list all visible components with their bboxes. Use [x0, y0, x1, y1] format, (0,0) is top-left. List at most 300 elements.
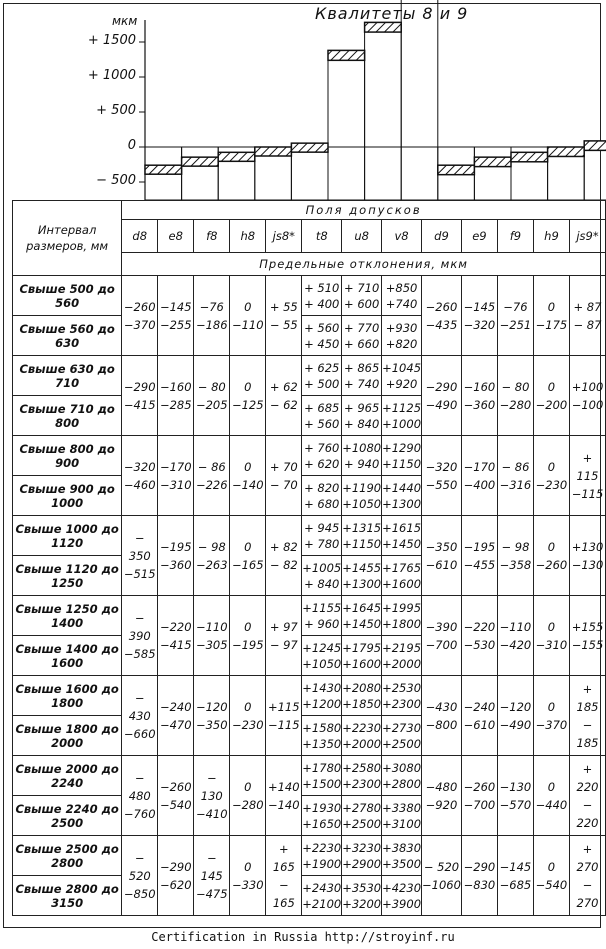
cell-h9	[533, 276, 569, 356]
y-tick: + 1500	[87, 33, 136, 48]
deviation-lower: + 940	[344, 456, 380, 471]
column-header-f9: f9	[497, 220, 533, 253]
deviation-upper: −130	[499, 779, 532, 794]
column-header-e9: e9	[461, 220, 497, 253]
size-interval: Свыше 2800 до 3150	[13, 876, 122, 916]
deviation-lower: −140	[231, 477, 264, 492]
size-interval: Свыше 1120 до 1250	[13, 556, 122, 596]
deviation-upper: +3830	[382, 840, 422, 855]
chart-column-e9	[474, 147, 511, 200]
cell-v8	[382, 316, 422, 356]
deviation-lower: − 70	[269, 477, 298, 492]
deviation-upper: − 130	[200, 770, 223, 803]
cell-f9	[497, 276, 533, 356]
cell-e9	[461, 436, 497, 516]
cell-u8	[342, 516, 382, 556]
deviation-lower: +1300	[382, 496, 422, 511]
deviation-upper: +2230	[342, 720, 382, 735]
deviation-upper: −290	[425, 379, 458, 394]
deviation-lower: + 780	[304, 536, 340, 551]
deviation-upper: +4230	[382, 880, 422, 895]
deviation-upper: −76	[199, 299, 224, 314]
deviation-lower: + 740	[344, 376, 380, 391]
cell-t8	[302, 396, 342, 436]
deviation-upper: −480	[425, 779, 458, 794]
tolerance-band-f9	[511, 152, 548, 161]
deviation-upper: +1440	[382, 480, 422, 495]
deviation-lower: −370	[123, 317, 156, 332]
column-header-d8: d8	[122, 220, 158, 253]
deviation-upper: +3230	[342, 840, 382, 855]
deviation-lower: −420	[499, 637, 532, 652]
deviation-lower: +2100	[302, 896, 342, 911]
cell-u8	[342, 756, 382, 796]
deviation-upper: +1430	[302, 680, 342, 695]
deviation-upper: − 86	[197, 459, 226, 474]
cell-v8	[382, 516, 422, 556]
deviation-upper: −110	[499, 619, 532, 634]
cell-f9	[497, 676, 533, 756]
deviation-lower: +2000	[342, 736, 382, 751]
cell-js9*	[569, 436, 605, 516]
size-interval: Свыше 1600 до 1800	[13, 676, 122, 716]
deviation-upper: −145	[159, 299, 192, 314]
table-row	[13, 276, 606, 316]
deviation-upper: + 685	[304, 400, 340, 415]
cell-v8	[382, 716, 422, 756]
deviation-upper: −220	[463, 619, 496, 634]
cell-e9	[461, 356, 497, 436]
deviation-upper: 0	[244, 539, 252, 554]
chart-column-e8	[182, 147, 219, 200]
deviation-lower: −685	[499, 877, 532, 892]
deviation-upper: +115	[267, 699, 300, 714]
cell-d9	[422, 516, 462, 596]
cell-t8	[302, 276, 342, 316]
deviation-lower: +2300	[382, 696, 422, 711]
size-interval: Свыше 800 до 900	[13, 436, 122, 476]
deviation-upper: +2730	[382, 720, 422, 735]
deviation-lower: + 680	[304, 496, 340, 511]
cell-e9	[461, 836, 497, 916]
deviation-lower: + 450	[304, 336, 340, 351]
deviation-upper: −240	[463, 699, 496, 714]
deviation-lower: −515	[123, 566, 156, 581]
deviation-lower: +1200	[302, 696, 342, 711]
cell-js9*	[569, 836, 605, 916]
deviation-lower: −251	[499, 317, 532, 332]
deviation-upper: 0	[547, 779, 556, 794]
cell-js9*	[569, 516, 605, 596]
limits-header: Предельные отклонения, мкм	[122, 253, 606, 276]
deviation-upper: + 510	[304, 280, 340, 295]
cell-js8*	[266, 836, 302, 916]
cell-u8	[342, 876, 382, 916]
deviation-upper: + 87	[573, 299, 602, 314]
cell-js8*	[266, 436, 302, 516]
deviation-lower: −460	[123, 477, 156, 492]
cell-f8	[194, 516, 230, 596]
deviation-lower: + 840	[304, 576, 340, 591]
deviation-upper: +3530	[342, 880, 382, 895]
deviation-lower: −280	[499, 397, 532, 412]
cell-js8*	[266, 516, 302, 596]
cell-v8	[382, 836, 422, 876]
cell-u8	[342, 596, 382, 636]
deviation-upper: +1930	[302, 800, 342, 815]
tolerance-band-h9	[548, 147, 585, 156]
cell-h8	[230, 836, 266, 916]
deviation-lower: −330	[231, 877, 264, 892]
deviation-lower: +2000	[382, 656, 422, 671]
tolerance-band-u8	[365, 22, 402, 32]
deviation-lower: +1800	[382, 616, 422, 631]
column-header-t8: t8	[302, 220, 342, 253]
size-interval: Свыше 710 до 800	[13, 396, 122, 436]
cell-h8	[230, 436, 266, 516]
cell-js9*	[569, 276, 605, 356]
size-interval: Свыше 1250 до 1400	[13, 596, 122, 636]
deviation-lower: − 62	[269, 397, 298, 412]
deviation-lower: −310	[159, 477, 192, 492]
deviation-upper: +2780	[342, 800, 382, 815]
deviation-lower: −305	[195, 637, 228, 652]
cell-v8	[382, 436, 422, 476]
deviation-upper: +1005	[302, 560, 342, 575]
cell-f8	[194, 756, 230, 836]
deviation-lower: +1450	[342, 616, 382, 631]
table-row	[13, 436, 606, 476]
deviation-lower: +1000	[382, 416, 422, 431]
deviation-lower: −175	[535, 317, 568, 332]
deviation-upper: −195	[463, 539, 496, 554]
size-interval: Свыше 2240 до 2500	[13, 796, 122, 836]
cell-v8	[382, 396, 422, 436]
deviation-lower: −310	[535, 637, 568, 652]
deviation-upper: +1580	[302, 720, 342, 735]
cell-u8	[342, 436, 382, 476]
cell-h8	[230, 756, 266, 836]
tolerance-band-f8	[218, 152, 255, 161]
column-header-v8: v8	[382, 220, 422, 253]
deviation-lower: −400	[463, 477, 496, 492]
tolerance-band-e9	[474, 157, 511, 166]
deviation-lower: +1050	[302, 656, 342, 671]
column-header-h9: h9	[533, 220, 569, 253]
deviation-upper: 0	[244, 699, 252, 714]
deviation-upper: +930	[385, 320, 418, 335]
table-row	[13, 676, 606, 716]
deviation-lower: −110	[231, 317, 264, 332]
deviation-lower: −260	[535, 557, 568, 572]
table-row	[13, 356, 606, 396]
cell-v8	[382, 356, 422, 396]
deviation-upper: +155	[571, 619, 604, 634]
cell-t8	[302, 836, 342, 876]
cell-e9	[461, 516, 497, 596]
deviation-lower: −700	[463, 797, 496, 812]
deviation-upper: +1290	[382, 440, 422, 455]
size-interval: Свыше 900 до 1000	[13, 476, 122, 516]
deviation-lower: +740	[385, 296, 418, 311]
y-tick: 0	[127, 138, 136, 153]
deviation-upper: +850	[385, 280, 418, 295]
tolerance-band-e8	[182, 157, 219, 166]
cell-e9	[461, 596, 497, 676]
deviation-upper: −170	[159, 459, 192, 474]
deviation-lower: −320	[463, 317, 496, 332]
deviation-lower: −610	[463, 717, 496, 732]
cell-h9	[533, 356, 569, 436]
deviation-upper: − 98	[501, 539, 530, 554]
deviation-lower: +1500	[302, 776, 342, 791]
y-tick: + 500	[96, 103, 136, 118]
deviation-lower: + 400	[304, 296, 340, 311]
deviation-upper: + 770	[344, 320, 380, 335]
deviation-lower: −280	[231, 797, 264, 812]
deviation-upper: + 560	[304, 320, 340, 335]
cell-t8	[302, 436, 342, 476]
cell-d9	[422, 436, 462, 516]
cell-d9	[422, 756, 462, 836]
deviation-lower: −263	[195, 557, 228, 572]
cell-d8	[122, 436, 158, 516]
deviation-upper: −240	[159, 699, 192, 714]
deviation-upper: − 86	[501, 459, 530, 474]
deviation-lower: −540	[159, 797, 192, 812]
deviation-lower: −620	[159, 877, 192, 892]
deviation-lower: + 500	[304, 376, 340, 391]
chart-column-v8	[401, 0, 438, 200]
deviation-upper: +2230	[302, 840, 342, 855]
cell-f9	[497, 836, 533, 916]
deviation-lower: −125	[231, 397, 264, 412]
deviation-lower: −800	[425, 717, 458, 732]
deviation-lower: − 82	[269, 557, 298, 572]
cell-js8*	[266, 356, 302, 436]
cell-t8	[302, 316, 342, 356]
cell-t8	[302, 716, 342, 756]
deviation-lower: −700	[425, 637, 458, 652]
cell-h8	[230, 356, 266, 436]
deviation-lower: +1050	[342, 496, 382, 511]
deviation-upper: +1995	[382, 600, 422, 615]
cell-t8	[302, 356, 342, 396]
deviation-lower: −660	[123, 726, 156, 741]
deviation-upper: + 820	[304, 480, 340, 495]
deviation-lower: −830	[463, 877, 496, 892]
deviation-upper: +100	[571, 379, 604, 394]
tolerance-band-js9*	[584, 141, 606, 150]
chart-title: Квалитеты 8 и 9	[315, 4, 469, 23]
deviation-upper: +1795	[342, 640, 382, 655]
deviation-upper: 0	[547, 859, 556, 874]
cell-v8	[382, 476, 422, 516]
cell-f9	[497, 516, 533, 596]
column-header-e8: e8	[158, 220, 194, 253]
deviation-upper: −145	[499, 859, 532, 874]
deviation-upper: +1315	[342, 520, 382, 535]
header-row	[13, 201, 606, 220]
deviation-lower: −490	[499, 717, 532, 732]
cell-u8	[342, 276, 382, 316]
deviation-upper: 0	[244, 779, 252, 794]
cell-v8	[382, 636, 422, 676]
deviation-lower: −200	[535, 397, 568, 412]
tolerance-table	[12, 200, 606, 916]
deviation-lower: −610	[425, 557, 458, 572]
cell-t8	[302, 676, 342, 716]
deviation-upper: −260	[159, 779, 192, 794]
cell-t8	[302, 796, 342, 836]
deviation-lower: −195	[231, 637, 264, 652]
cell-u8	[342, 556, 382, 596]
cell-t8	[302, 516, 342, 556]
size-interval: Свыше 1400 до 1600	[13, 636, 122, 676]
cell-h9	[533, 756, 569, 836]
table-row	[13, 596, 606, 636]
deviation-lower: +1150	[382, 456, 422, 471]
deviation-lower: +2900	[342, 856, 382, 871]
deviation-upper: −120	[499, 699, 532, 714]
deviation-lower: −435	[425, 317, 458, 332]
deviation-lower: −115	[267, 717, 300, 732]
deviation-lower: + 660	[344, 336, 380, 351]
deviation-lower: −540	[535, 877, 568, 892]
size-interval: Свыше 560 до 630	[13, 316, 122, 356]
deviation-upper: +2580	[342, 760, 382, 775]
deviation-lower: −470	[159, 717, 192, 732]
cell-d8	[122, 596, 158, 676]
cell-d9	[422, 356, 462, 436]
cell-e8	[158, 516, 194, 596]
deviation-upper: +2530	[382, 680, 422, 695]
deviation-upper: +2430	[302, 880, 342, 895]
deviation-lower: − 220	[576, 797, 599, 830]
tolerance-chart	[0, 0, 606, 200]
deviation-upper: +1155	[302, 600, 342, 615]
cell-js9*	[569, 596, 605, 676]
size-interval: Свыше 500 до 560	[13, 276, 122, 316]
deviation-lower: −165	[231, 557, 264, 572]
cell-d8	[122, 516, 158, 596]
deviation-lower: − 185	[576, 717, 599, 750]
deviation-lower: −530	[463, 637, 496, 652]
deviation-lower: −100	[571, 397, 604, 412]
deviation-upper: 0	[244, 619, 252, 634]
deviation-lower: − 55	[269, 317, 298, 332]
deviation-lower: +1350	[302, 736, 342, 751]
deviation-lower: + 840	[344, 416, 380, 431]
deviation-upper: 0	[244, 859, 252, 874]
deviation-upper: +1245	[302, 640, 342, 655]
deviation-upper: + 965	[344, 400, 380, 415]
deviation-upper: − 80	[197, 379, 226, 394]
deviation-upper: −290	[123, 379, 156, 394]
deviation-lower: −255	[159, 317, 192, 332]
deviation-lower: −350	[195, 717, 228, 732]
deviation-upper: − 80	[501, 379, 530, 394]
deviation-lower: +1850	[342, 696, 382, 711]
cell-v8	[382, 276, 422, 316]
cell-e8	[158, 836, 194, 916]
cell-e8	[158, 356, 194, 436]
deviation-lower: −226	[195, 477, 228, 492]
cell-h9	[533, 596, 569, 676]
cell-h8	[230, 516, 266, 596]
cell-u8	[342, 796, 382, 836]
deviation-lower: −550	[425, 477, 458, 492]
deviation-lower: −475	[195, 886, 228, 901]
deviation-upper: 0	[244, 459, 252, 474]
deviation-upper: +1645	[342, 600, 382, 615]
deviation-upper: +1080	[342, 440, 382, 455]
cell-f9	[497, 756, 533, 836]
deviation-upper: −160	[463, 379, 496, 394]
cell-f9	[497, 436, 533, 516]
cell-v8	[382, 596, 422, 636]
deviation-lower: −410	[195, 806, 228, 821]
deviation-upper: − 98	[197, 539, 226, 554]
cell-v8	[382, 756, 422, 796]
cell-js8*	[266, 596, 302, 676]
deviation-lower: +2500	[382, 736, 422, 751]
size-interval: Свыше 1800 до 2000	[13, 716, 122, 756]
cell-t8	[302, 476, 342, 516]
deviation-lower: +1650	[302, 816, 342, 831]
deviation-upper: + 185	[576, 681, 599, 714]
deviation-upper: −145	[463, 299, 496, 314]
deviation-upper: + 82	[269, 539, 298, 554]
fields-header: Поля допусков	[122, 201, 606, 220]
deviation-upper: +3380	[382, 800, 422, 815]
deviation-lower: + 600	[344, 296, 380, 311]
deviation-upper: + 165	[272, 841, 295, 874]
deviation-lower: +1900	[302, 856, 342, 871]
chart-column-t8	[328, 50, 365, 200]
deviation-upper: +2080	[342, 680, 382, 695]
column-header-d9: d9	[422, 220, 462, 253]
deviation-upper: +1045	[382, 360, 422, 375]
deviation-lower: + 620	[304, 456, 340, 471]
deviation-lower: −415	[159, 637, 192, 652]
cell-u8	[342, 716, 382, 756]
deviation-upper: +1765	[382, 560, 422, 575]
deviation-upper: − 520	[128, 850, 151, 883]
deviation-upper: + 55	[269, 299, 298, 314]
deviation-upper: −260	[123, 299, 156, 314]
cell-e8	[158, 676, 194, 756]
deviation-upper: −290	[463, 859, 496, 874]
deviation-lower: −358	[499, 557, 532, 572]
deviation-lower: +2500	[342, 816, 382, 831]
deviation-upper: + 710	[344, 280, 380, 295]
size-interval: Свыше 1000 до 1120	[13, 516, 122, 556]
deviation-upper: − 430	[128, 690, 151, 723]
deviation-upper: +1615	[382, 520, 422, 535]
cell-u8	[342, 636, 382, 676]
deviation-lower: −205	[195, 397, 228, 412]
size-interval: Свыше 2000 до 2240	[13, 756, 122, 796]
cell-f8	[194, 596, 230, 676]
column-header-js8*: js8*	[266, 220, 302, 253]
deviation-upper: 0	[547, 459, 556, 474]
cell-v8	[382, 556, 422, 596]
deviation-lower: +2300	[342, 776, 382, 791]
deviation-lower: +1600	[342, 656, 382, 671]
deviation-upper: + 945	[304, 520, 340, 535]
deviation-lower: −140	[267, 797, 300, 812]
